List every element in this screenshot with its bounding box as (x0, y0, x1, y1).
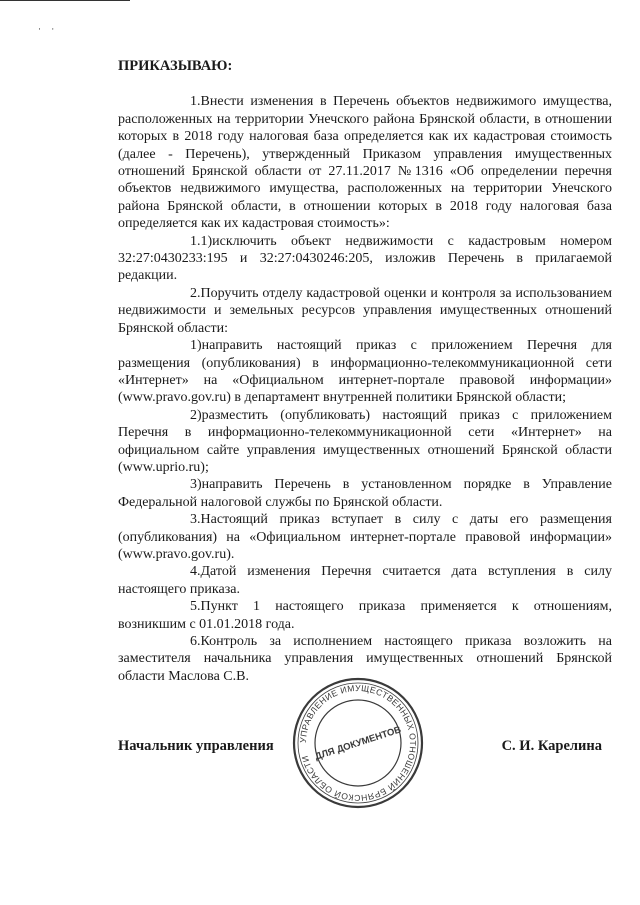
scan-artifact-dots: · · (38, 24, 59, 34)
paragraph-2-1 (118, 337, 612, 407)
paragraph-text: исключить объект недвижимости с кадастровым номером 32:27:0430233:195 и 32:27:0430246:205, изложив Перечень в прилагаемой редакции. (118, 233, 612, 284)
scan-edge-mark (0, 0, 130, 7)
paragraph-number: 6. (190, 634, 201, 649)
paragraph-number: 3. (190, 512, 201, 528)
paragraph-1-1 (118, 233, 612, 285)
paragraph-4 (118, 563, 612, 598)
stamp-outer-text: УПРАВЛЕНИЕ ИМУЩЕСТВЕННЫХ ОТНОШЕНИЙ БРЯНСКОЙ ОБЛАСТИ (297, 682, 419, 804)
paragraph-text: Поручить отделу кадастровой оценки и контроля за использованием недвижимости и земельных ресурсов управления имущественных отношений Брянской области: (118, 285, 612, 336)
paragraph-number: 1) (190, 338, 202, 354)
paragraph-text: направить Перечень в установленном порядке в Управление Федеральной налоговой службы по Брянской области. (118, 477, 612, 510)
paragraph-5 (118, 598, 612, 633)
paragraph-text: Пункт 1 настоящего приказа применяется к отношениям, возникшим с 01.01.2018 года. (118, 599, 612, 632)
document-body (118, 58, 612, 685)
paragraph-2-3 (118, 476, 612, 511)
paragraph-number: 1. (190, 94, 201, 110)
stamp-inner-text: ДЛЯ ДОКУМЕНТОВ (313, 724, 403, 763)
signatory-position: Начальник управления (118, 738, 274, 754)
paragraph-text: разместить (опубликовать) настоящий приказ с приложением Перечня в информационно-телекоммуникационной сети «Интернет» на официальном сайте управления имущественных отношений Брянской области (www.uprio.ru); (118, 407, 612, 475)
paragraph-number: 4. (190, 564, 201, 580)
paragraph-number: 2. (190, 285, 201, 301)
official-stamp-icon (290, 675, 426, 811)
paragraph-text: Настоящий приказ вступает в силу с даты его размещения (опубликования) на «Официальном интернет-портале правовой информации» (www.pravo.gov.ru). (118, 512, 612, 562)
paragraph-1 (118, 93, 612, 232)
paragraph-2 (118, 285, 612, 337)
paragraph-3 (118, 511, 612, 563)
paragraph-text: Контроль за исполнением настоящего приказа возложить на заместителя начальника управления имущественных отношений Брянской области Маслова С.В. (118, 634, 612, 684)
paragraph-number: 5. (190, 599, 201, 615)
signatory-name: С. И. Карелина (501, 738, 602, 754)
paragraph-number: 2) (190, 407, 202, 423)
paragraph-text: Датой изменения Перечня считается дата вступления в силу настоящего приказа. (118, 564, 612, 597)
paragraph-text: направить настоящий приказ с приложением Перечня для размещения (опубликования) в информационно-телекоммуникационной сети «Интернет» на «Официальном интернет-портале правовой информации» (www.pravo.gov.ru) в департамент внутренней политики Брянской области; (118, 338, 612, 406)
paragraph-number: 3) (190, 477, 202, 493)
paragraph-text: Внести изменения в Перечень объектов недвижимого имущества, расположенных на территории Унечского района Брянской области, в отношении которых в 2018 году налоговая база определяется как их кадастровая стоимость (далее - Перечень), утвержденный Приказом управления имущественных отношений Брянской области от 27.11.2017 №1316 «Об определении перечня объектов недвижимого имущества, расположенных на территории Унечского района Брянской области, в отношении которых в 2018 году налоговая база определяется как их кадастровая стоимость»: (118, 94, 612, 232)
order-heading: ПРИКАЗЫВАЮ: (118, 58, 233, 74)
paragraph-number: 1.1) (190, 233, 213, 249)
paragraph-2-2 (118, 407, 612, 477)
